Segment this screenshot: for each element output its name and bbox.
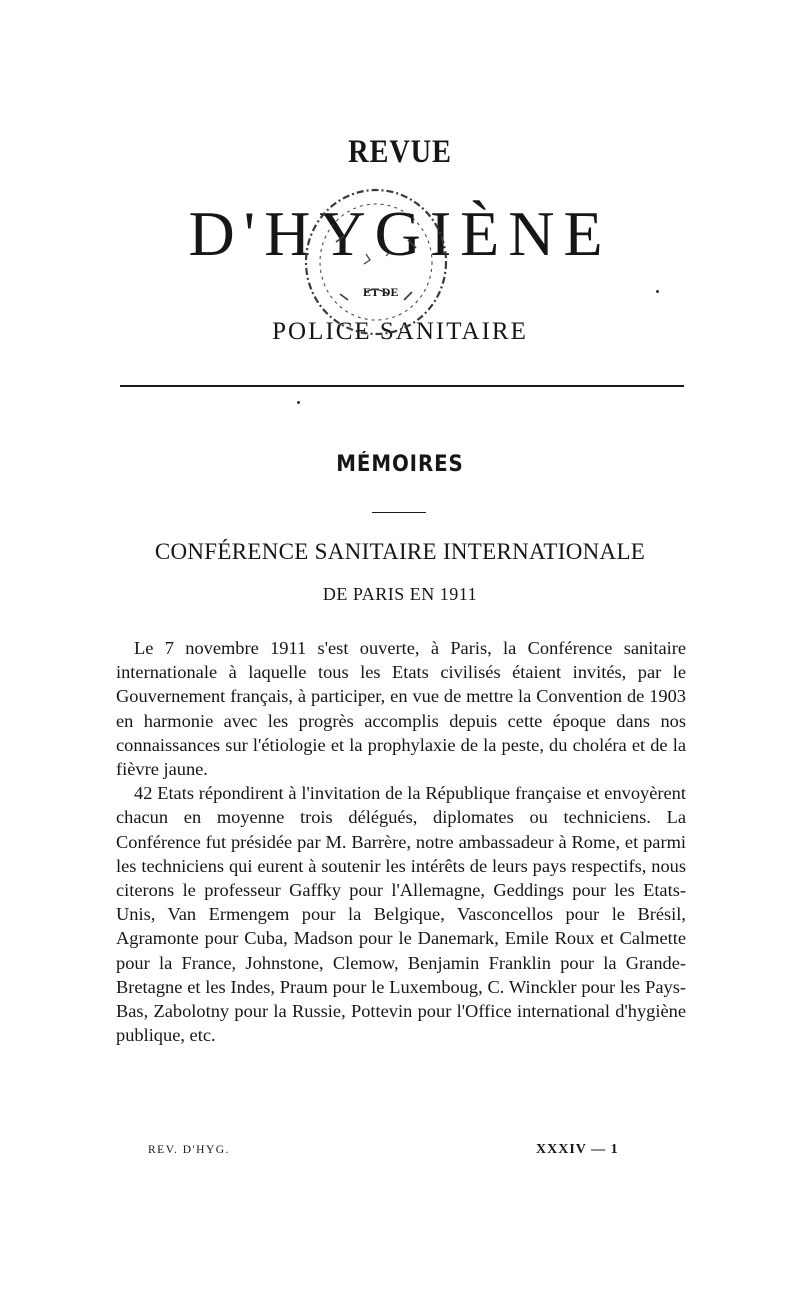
paragraph-2: 42 Etats répondirent à l'invitation de la République française et envoyèrent chacun en moyenne trois délégués, diplomates ou techniciens. La Conférence fut présidée par M. Barrère, notre ambassadeur à Rome, et parmi les techniciens qui eurent à soutenir les intérêts de leurs pays respectifs, nous citerons le professeur Gaffky pour l'Allemagne, Geddings pour les Etats-Unis, Van Ermengem pour la Belgique, Vasconcellos pour le Brésil, Agramonte pour Cuba, Madson pour le Danemark, Emile Roux et Calmette pour la France, Johnstone, Clemow, Benjamin Franklin pour la Grande-Bretagne et les Indes, Praum pour le Luxemboug, C. Winckler pour les Pays-Bas, Zabolotny pour la Russie, Pottevin pour l'Office international d'hygiène publique, etc. — [116, 783, 686, 1046]
footer-volume-number: XXXIV — 1 — [536, 1142, 619, 1157]
section-heading: MÉMOIRES — [336, 452, 464, 477]
print-speck — [297, 401, 300, 404]
footer-signature: REV. D'HYG. — [148, 1144, 230, 1156]
print-speck — [656, 290, 659, 293]
paragraph-1: Le 7 novembre 1911 s'est ouverte, à Paris, la Conférence sanitaire internationale à laquelle tous les Etats civilisés étaient invités, par le Gouvernement français, à participer, en vue de mettre la Convention de 1903 en harmonie avec les progrès accomplis depuis cette époque dans nos connaissances sur l'étiologie et la prophylaxie de la peste, du choléra et de la fièvre jaune. — [116, 638, 686, 780]
article-body — [116, 636, 686, 1047]
masthead-hygiene: D'HYGIÈNE — [188, 198, 612, 269]
library-stamp-icon — [296, 182, 456, 342]
masthead-police-sanitaire: POLICE SANITAIRE — [272, 318, 528, 345]
masthead-rule — [120, 385, 684, 387]
masthead-et-de: ET DE — [363, 285, 399, 299]
section-rule — [372, 512, 426, 513]
article-subtitle: DE PARIS EN 1911 — [322, 584, 478, 604]
article-title: CONFÉRENCE SANITAIRE INTERNATIONALE — [154, 539, 646, 564]
masthead-revue: REVUE — [348, 134, 452, 170]
